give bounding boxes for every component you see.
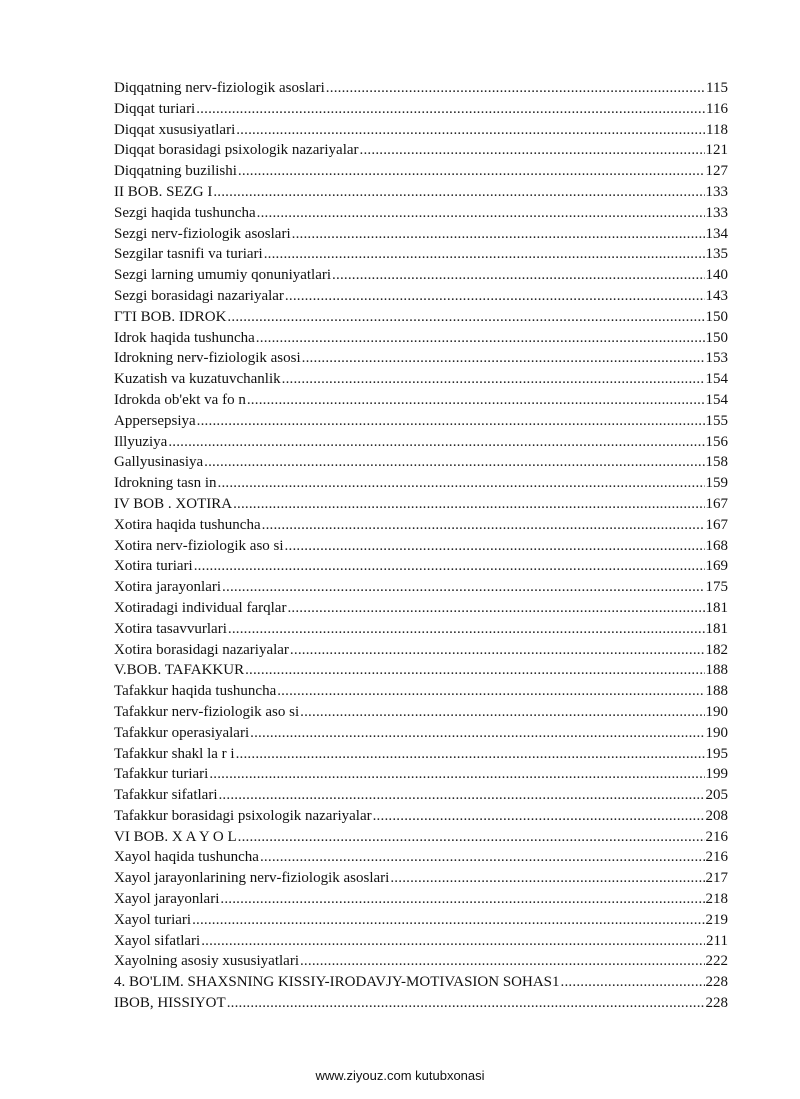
toc-entry: [114, 951, 728, 972]
toc-entry: [114, 702, 728, 723]
toc-entry-title: Xotira tasavvurlari: [114, 620, 227, 637]
dot-leader: [264, 244, 705, 265]
toc-entry: [114, 473, 728, 494]
toc-entry-title: IBOB, HISSIYOT: [114, 995, 226, 1012]
toc-entry-page: 155: [705, 412, 728, 429]
dot-leader: [194, 556, 705, 577]
toc-entry-page: 167: [705, 516, 728, 533]
toc-entry-page: 175: [705, 579, 728, 596]
dot-leader: [262, 515, 705, 536]
toc-entry-title: Appersepsiya: [114, 412, 196, 429]
toc-entry-title: Idrokning tasn in: [114, 475, 217, 492]
toc-entry: [114, 744, 728, 765]
toc-entry-page: 168: [705, 537, 728, 554]
toc-entry-page: 150: [705, 308, 728, 325]
toc-entry-page: 218: [705, 891, 728, 908]
toc-entry-page: 195: [705, 745, 728, 762]
dot-leader: [247, 390, 705, 411]
toc-entry: [114, 556, 728, 577]
toc-entry-title: Illyuziya: [114, 433, 168, 450]
toc-entry-page: 182: [705, 641, 728, 658]
toc-entry-page: 208: [705, 807, 728, 824]
toc-entry-title: Idrok haqida tushuncha: [114, 329, 255, 346]
dot-leader: [290, 640, 705, 661]
toc-entry-title: Diqqat turiari: [114, 100, 196, 117]
toc-entry-title: Sezgi borasidagi nazariyalar: [114, 287, 284, 304]
toc-entry: [114, 910, 728, 931]
dot-leader: [204, 452, 704, 473]
toc-entry: [114, 931, 728, 952]
dot-leader: [257, 203, 705, 224]
dot-leader: [300, 951, 705, 972]
toc-entry-title: Tafakkur shakl la r i: [114, 745, 235, 762]
toc-entry-page: 140: [705, 267, 728, 284]
footer-source: www.ziyouz.com kutubxonasi: [315, 1068, 485, 1083]
dot-leader: [285, 286, 705, 307]
toc-entry-title: Xayol turiari: [114, 911, 192, 928]
dot-leader: [326, 78, 705, 99]
toc-entry: [114, 785, 728, 806]
dot-leader: [168, 432, 704, 453]
toc-chapter-entry: [114, 660, 728, 681]
toc-entry: [114, 723, 728, 744]
toc-entry-page: 154: [705, 391, 728, 408]
dot-leader: [201, 931, 705, 952]
toc-entry-title: Kuzatish va kuzatuvchanlik: [114, 371, 281, 388]
toc-entry: [114, 598, 728, 619]
toc-entry-page: 190: [705, 703, 728, 720]
toc-entry: [114, 369, 728, 390]
toc-entry-page: 228: [705, 974, 728, 991]
toc-entry-page: 228: [705, 995, 728, 1012]
toc-entry-page: 199: [705, 766, 728, 783]
toc-chapter-entry: [114, 182, 728, 203]
toc-entry-title: Sezgi larning umumiy qonuniyatlari: [114, 267, 332, 284]
dot-leader: [192, 910, 704, 931]
toc-entry: [114, 619, 728, 640]
dot-leader: [227, 307, 704, 328]
toc-entry: [114, 806, 728, 827]
toc-entry-page: 115: [706, 80, 728, 96]
toc-entry-page: 169: [705, 558, 728, 575]
toc-entry-page: 219: [705, 911, 728, 928]
dot-leader: [196, 99, 705, 120]
dot-leader: [213, 182, 704, 203]
toc-entry: [114, 889, 728, 910]
dot-leader: [227, 993, 705, 1014]
dot-leader: [233, 494, 704, 515]
toc-entry-page: 188: [705, 683, 728, 700]
toc-entry: [114, 99, 728, 120]
toc-entry-page: 134: [705, 225, 728, 242]
dot-leader: [390, 868, 704, 889]
toc-entry-page: 116: [706, 100, 728, 117]
toc-entry: [114, 244, 728, 265]
toc-entry: [114, 328, 728, 349]
toc-entry: [114, 224, 728, 245]
toc-chapter-entry: [114, 307, 728, 328]
toc-entry-title: Xayolning asosiy xususiyatlari: [114, 953, 299, 970]
toc-entry: [114, 536, 728, 557]
toc-entry-page: 181: [705, 620, 728, 637]
toc-entry-title: II BOB. SEZG I: [114, 183, 213, 200]
toc-entry-title: Xotiradagi individual farqlar: [114, 599, 287, 616]
toc-entry: [114, 640, 728, 661]
dot-leader: [245, 660, 704, 681]
toc-entry-title: Diqqatning nerv-fiziologik asoslari: [114, 80, 325, 96]
toc-entry-title: Idrokda ob'ekt va fo n: [114, 391, 246, 408]
toc-entry-page: 143: [705, 287, 728, 304]
dot-leader: [218, 785, 704, 806]
dot-leader: [300, 702, 704, 723]
toc-entry-page: 121: [705, 142, 728, 159]
dot-leader: [561, 972, 705, 993]
toc-entry-page: 159: [705, 475, 728, 492]
toc-entry-title: Tafakkur operasiyalari: [114, 724, 250, 741]
toc-entry-page: 156: [705, 433, 728, 450]
toc-chapter-entry: [114, 827, 728, 848]
toc-entry-title: Diqqat borasidagi psixologik nazariyalar: [114, 142, 359, 159]
dot-leader: [220, 889, 704, 910]
toc-entry-title: Sezgi nerv-fiziologik asoslari: [114, 225, 291, 242]
toc-entry-page: 127: [705, 163, 728, 180]
toc-entry: [114, 78, 728, 99]
toc-entry-page: 133: [705, 183, 728, 200]
toc-part-entry: [114, 972, 728, 993]
toc-entry-page: 181: [705, 599, 728, 616]
toc-entry-title: Sezgi haqida tushuncha: [114, 204, 256, 221]
toc-entry-title: Xotira haqida tushuncha: [114, 516, 261, 533]
toc-entry-page: 158: [705, 454, 728, 471]
toc-entry-title: Tafakkur nerv-fiziologik aso si: [114, 703, 300, 720]
toc-entry-title: Idrokning nerv-fiziologik asosi: [114, 350, 301, 367]
dot-leader: [238, 161, 705, 182]
toc-entry-page: 190: [705, 724, 728, 741]
toc-entry-page: 154: [705, 371, 728, 388]
toc-entry-page: 135: [705, 246, 728, 263]
toc-entry-title: Tafakkur borasidagi psixologik nazariyalar: [114, 807, 372, 824]
toc-chapter-entry: [114, 993, 728, 1014]
toc-entry: [114, 140, 728, 161]
toc-entry: [114, 764, 728, 785]
toc-entry-title: Tafakkur turiari: [114, 766, 209, 783]
toc-entry: [114, 681, 728, 702]
toc-entry-title: Diqqat xususiyatlari: [114, 121, 236, 138]
toc-entry: [114, 348, 728, 369]
toc-entry-title: Xayol jarayonlarining nerv-fiziologik asoslari: [114, 870, 390, 887]
toc-entry-title: ГТI BOB. IDROK: [114, 308, 227, 325]
toc-entry-page: 216: [705, 849, 728, 866]
dot-leader: [332, 265, 704, 286]
toc-entry: [114, 120, 728, 141]
dot-leader: [236, 744, 705, 765]
toc-entry: [114, 286, 728, 307]
toc-chapter-entry: [114, 494, 728, 515]
toc-entry-title: IV BOB . XOTIRA: [114, 495, 233, 512]
dot-leader: [292, 224, 705, 245]
dot-leader: [228, 619, 705, 640]
toc-entry-title: Xotira nerv-fiziologik aso si: [114, 537, 284, 554]
dot-leader: [256, 328, 705, 349]
toc-entry: [114, 515, 728, 536]
toc-entry: [114, 868, 728, 889]
toc-entry: [114, 265, 728, 286]
toc-entry-title: Diqqatning buzilishi: [114, 163, 237, 180]
dot-leader: [277, 681, 704, 702]
toc-entry-page: 150: [705, 329, 728, 346]
toc-entry-page: 211: [706, 932, 728, 949]
toc-entry-title: VI BOB. X A Y O L: [114, 828, 237, 845]
dot-leader: [218, 473, 705, 494]
toc-entry: [114, 161, 728, 182]
toc-entry-title: Sezgilar tasnifi va turiari: [114, 246, 263, 263]
toc-entry: [114, 847, 728, 868]
dot-leader: [285, 536, 705, 557]
toc-entry-title: Tafakkur haqida tushuncha: [114, 683, 277, 700]
dot-leader: [373, 806, 705, 827]
dot-leader: [282, 369, 705, 390]
dot-leader: [222, 577, 704, 598]
dot-leader: [238, 827, 705, 848]
dot-leader: [209, 764, 704, 785]
toc-entry-page: 216: [705, 828, 728, 845]
toc-entry-title: Xotira turiari: [114, 558, 193, 575]
toc-entry-page: 217: [705, 870, 728, 887]
toc-entry-title: Xotira borasidagi nazariyalar: [114, 641, 289, 658]
toc-entry-page: 153: [705, 350, 728, 367]
toc-entry: [114, 432, 728, 453]
toc-entry-title: V.BOB. TAFAKKUR: [114, 662, 245, 679]
toc-entry-title: Gallyusinasiya: [114, 454, 204, 471]
toc-entry-title: 4. BO'LIM. SHAXSNING KISSIY-IRODAVJY-MOTIVASION SOHAS1: [114, 974, 560, 991]
toc-entry: [114, 203, 728, 224]
dot-leader: [260, 847, 705, 868]
toc-entry: [114, 577, 728, 598]
dot-leader: [360, 140, 705, 161]
toc-entry: [114, 411, 728, 432]
toc-entry-page: 167: [705, 495, 728, 512]
dot-leader: [236, 120, 705, 141]
dot-leader: [302, 348, 705, 369]
toc-entry: [114, 390, 728, 411]
toc-entry-title: Tafakkur sifatlari: [114, 787, 218, 804]
table-of-contents: [114, 78, 728, 1014]
toc-entry-title: Xayol haqida tushuncha: [114, 849, 259, 866]
toc-entry-title: Xayol sifatlari: [114, 932, 201, 949]
toc-entry: [114, 452, 728, 473]
toc-entry-page: 205: [705, 787, 728, 804]
toc-entry-title: Xayol jarayonlari: [114, 891, 220, 908]
toc-entry-page: 133: [705, 204, 728, 221]
toc-entry-title: Xotira jarayonlari: [114, 579, 222, 596]
dot-leader: [287, 598, 704, 619]
toc-entry-page: 222: [705, 953, 728, 970]
toc-entry-page: 118: [706, 121, 728, 138]
dot-leader: [250, 723, 704, 744]
toc-entry-page: 188: [705, 662, 728, 679]
dot-leader: [197, 411, 705, 432]
